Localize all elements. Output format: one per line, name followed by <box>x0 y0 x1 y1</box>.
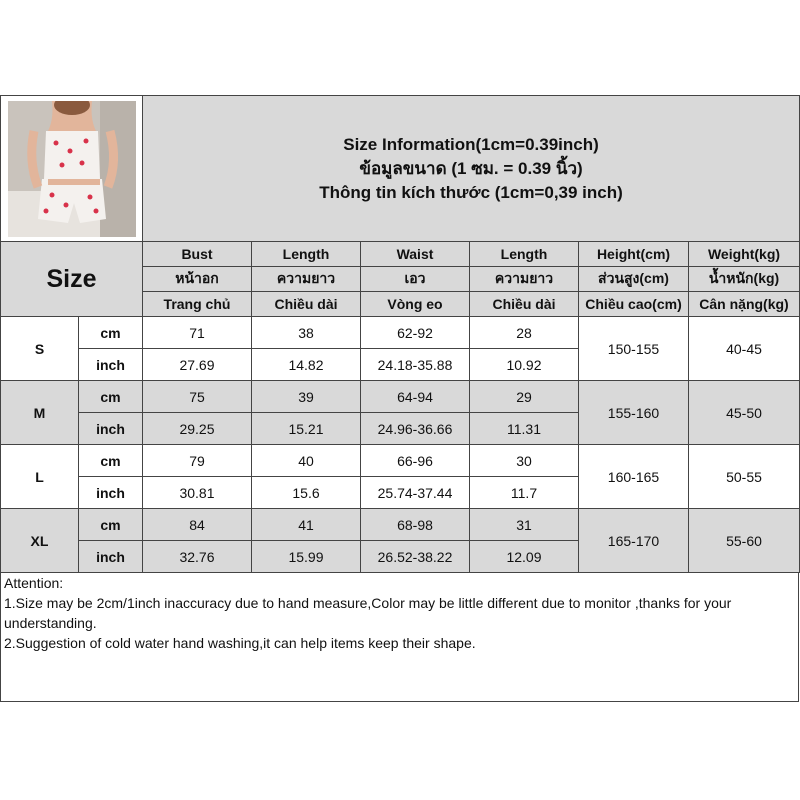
col-length2-th: ความยาว <box>470 267 579 292</box>
col-length-th: ความยาว <box>252 267 361 292</box>
col-length-vi: Chiều dài <box>252 292 361 317</box>
unit-inch: inch <box>79 477 143 509</box>
size-information-banner <box>143 96 800 242</box>
l-length2-cm: 30 <box>470 445 579 477</box>
info-english: Size Information(1cm=0.39inch) <box>343 134 599 154</box>
attention-notes <box>0 572 799 702</box>
size-l-label: L <box>1 445 79 509</box>
col-length-en: Length <box>252 242 361 267</box>
info-thai: ข้อมูลขนาด (1 ซม. = 0.39 นิ้ว) <box>359 158 583 178</box>
size-table <box>0 95 800 573</box>
m-length-cm: 39 <box>252 381 361 413</box>
size-s-label: S <box>1 317 79 381</box>
size-xl-label: XL <box>1 509 79 573</box>
xl-waist-cm: 68-98 <box>361 509 470 541</box>
size-header: Size <box>1 242 143 317</box>
notes-line-1: 1.Size may be 2cm/1inch inaccuracy due to hand measure,Color may be little different due to monitor ,thanks for your understanding. <box>4 595 732 631</box>
m-length-inch: 15.21 <box>252 413 361 445</box>
product-photo-cell <box>1 96 143 242</box>
unit-inch: inch <box>79 541 143 573</box>
l-length-inch: 15.6 <box>252 477 361 509</box>
m-weight: 45-50 <box>689 381 800 445</box>
size-m-label: M <box>1 381 79 445</box>
xl-bust-inch: 32.76 <box>143 541 252 573</box>
product-photo-icon <box>8 101 136 237</box>
m-length2-inch: 11.31 <box>470 413 579 445</box>
notes-line-2: 2.Suggestion of cold water hand washing,it can help items keep their shape. <box>4 635 476 651</box>
s-bust-cm: 71 <box>143 317 252 349</box>
m-bust-cm: 75 <box>143 381 252 413</box>
s-waist-inch: 24.18-35.88 <box>361 349 470 381</box>
l-length-cm: 40 <box>252 445 361 477</box>
col-length2-en: Length <box>470 242 579 267</box>
col-height-vi: Chiều cao(cm) <box>579 292 689 317</box>
col-bust-th: หน้าอก <box>143 267 252 292</box>
l-bust-inch: 30.81 <box>143 477 252 509</box>
unit-inch: inch <box>79 413 143 445</box>
xl-waist-inch: 26.52-38.22 <box>361 541 470 573</box>
xl-length-cm: 41 <box>252 509 361 541</box>
unit-cm: cm <box>79 509 143 541</box>
s-weight: 40-45 <box>689 317 800 381</box>
xl-bust-cm: 84 <box>143 509 252 541</box>
xl-length2-cm: 31 <box>470 509 579 541</box>
m-waist-cm: 64-94 <box>361 381 470 413</box>
col-weight-vi: Cân nặng(kg) <box>689 292 800 317</box>
unit-cm: cm <box>79 381 143 413</box>
col-waist-th: เอว <box>361 267 470 292</box>
l-length2-inch: 11.7 <box>470 477 579 509</box>
xl-height: 165-170 <box>579 509 689 573</box>
col-length2-vi: Chiều dài <box>470 292 579 317</box>
col-height-th: ส่วนสูง(cm) <box>579 267 689 292</box>
col-bust-vi: Trang chủ <box>143 292 252 317</box>
l-height: 160-165 <box>579 445 689 509</box>
xl-weight: 55-60 <box>689 509 800 573</box>
s-bust-inch: 27.69 <box>143 349 252 381</box>
s-waist-cm: 62-92 <box>361 317 470 349</box>
col-weight-th: น้ำหนัก(kg) <box>689 267 800 292</box>
s-length2-inch: 10.92 <box>470 349 579 381</box>
m-bust-inch: 29.25 <box>143 413 252 445</box>
m-waist-inch: 24.96-36.66 <box>361 413 470 445</box>
s-length2-cm: 28 <box>470 317 579 349</box>
l-weight: 50-55 <box>689 445 800 509</box>
col-bust-en: Bust <box>143 242 252 267</box>
col-height-en: Height(cm) <box>579 242 689 267</box>
m-height: 155-160 <box>579 381 689 445</box>
s-length-cm: 38 <box>252 317 361 349</box>
notes-title: Attention: <box>4 575 64 591</box>
col-weight-en: Weight(kg) <box>689 242 800 267</box>
info-vietnamese: Thông tin kích thước (1cm=0,39 inch) <box>319 182 623 202</box>
m-length2-cm: 29 <box>470 381 579 413</box>
s-height: 150-155 <box>579 317 689 381</box>
l-waist-inch: 25.74-37.44 <box>361 477 470 509</box>
col-waist-en: Waist <box>361 242 470 267</box>
s-length-inch: 14.82 <box>252 349 361 381</box>
xl-length2-inch: 12.09 <box>470 541 579 573</box>
l-bust-cm: 79 <box>143 445 252 477</box>
unit-cm: cm <box>79 317 143 349</box>
l-waist-cm: 66-96 <box>361 445 470 477</box>
xl-length-inch: 15.99 <box>252 541 361 573</box>
unit-inch: inch <box>79 349 143 381</box>
unit-cm: cm <box>79 445 143 477</box>
col-waist-vi: Vòng eo <box>361 292 470 317</box>
